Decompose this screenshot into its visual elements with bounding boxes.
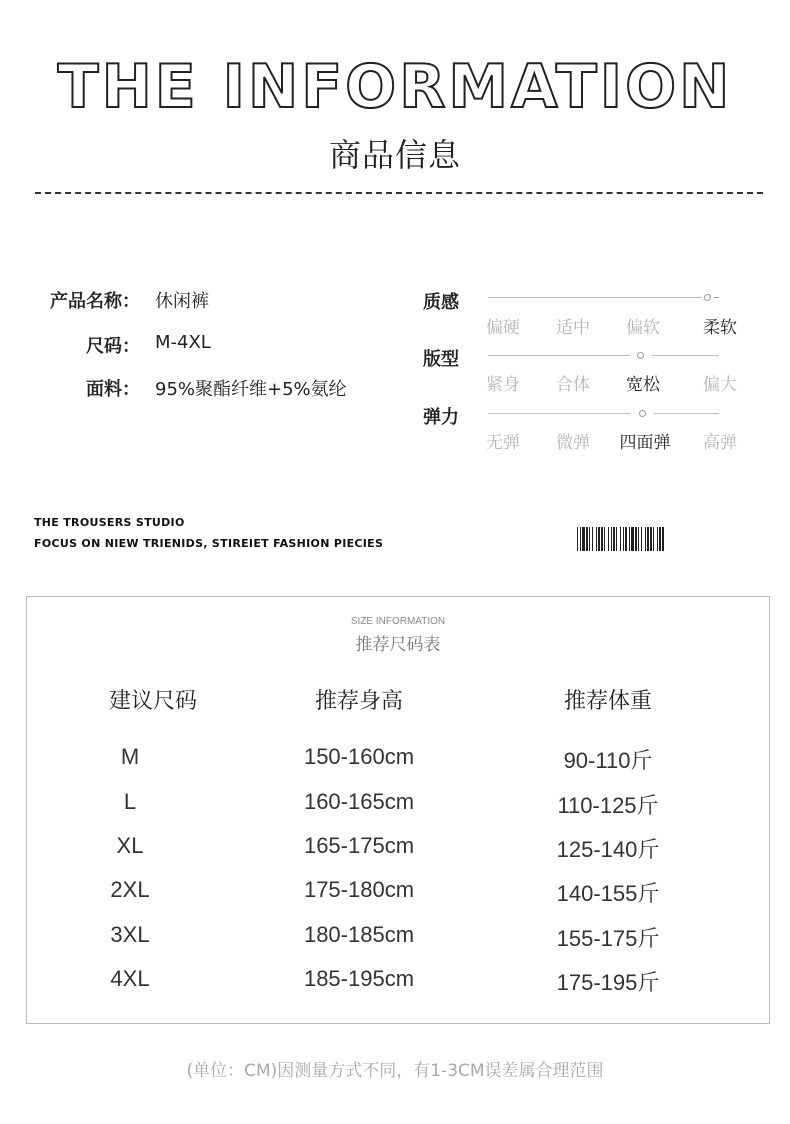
barcode-icon: [577, 527, 763, 551]
weight-cell: 90-110斤: [563, 748, 653, 773]
size-chart-title: 推荐尺码表: [355, 635, 441, 655]
weight-cell: 110-125斤: [557, 793, 659, 818]
info-row-fabric: [0, 375, 400, 401]
dashed-divider: [35, 192, 763, 195]
attr-option: 偏大: [703, 375, 737, 395]
weight-cell: 125-140斤: [556, 837, 660, 862]
info-label: 尺码：: [86, 336, 140, 357]
info-label: 产品名称：: [50, 291, 140, 312]
info-value: 休闲裤: [155, 291, 209, 312]
attr-option: 合体: [556, 375, 590, 395]
scale-line: [488, 355, 630, 356]
attr-option: 高弹: [703, 433, 737, 453]
height-cell: 160-165cm: [303, 789, 415, 814]
page-subtitle: 商品信息: [328, 136, 461, 174]
scale-line: [654, 413, 719, 414]
attr-option: 无弹: [486, 433, 520, 453]
attr-option-selected: 宽松: [626, 375, 660, 395]
studio-tagline: FOCUS ON NIEW TRIENIDS, STIREIET FASHION PIECIES: [34, 537, 384, 550]
attr-label-stretch: 弹力: [423, 407, 459, 428]
info-row-name: [0, 287, 400, 313]
hero-title: THE INFORMATION: [57, 52, 733, 122]
studio-name: THE TROUSERS STUDIO: [34, 516, 185, 529]
attr-option: 紧身: [486, 375, 520, 395]
size-cell: M: [120, 744, 140, 769]
scale-line: [652, 355, 719, 356]
height-cell: 185-195cm: [303, 966, 415, 991]
info-row-size: [0, 332, 400, 358]
weight-cell: 175-195斤: [556, 970, 660, 995]
attr-option: 偏软: [626, 318, 660, 338]
scale-line: [714, 297, 719, 298]
size-chart-eyebrow: SIZE INFORMATION: [350, 616, 446, 627]
attr-option: 微弹: [556, 433, 590, 453]
column-header-weight: 推荐体重: [563, 689, 652, 714]
column-header-size: 建议尺码: [108, 689, 197, 714]
weight-cell: 155-175斤: [556, 926, 660, 951]
scale-line: [488, 413, 630, 414]
attr-option-selected: 柔软: [703, 318, 737, 338]
weight-cell: 140-155斤: [556, 881, 660, 906]
size-cell: 3XL: [110, 922, 150, 947]
attr-option-selected: 四面弹: [619, 433, 671, 453]
info-label: 面料：: [86, 379, 140, 400]
height-cell: 175-180cm: [303, 877, 415, 902]
attr-label-texture: 质感: [423, 292, 459, 313]
size-cell: XL: [116, 833, 144, 858]
scale-marker: [637, 352, 644, 359]
attr-label-fit: 版型: [423, 349, 459, 370]
size-cell: L: [123, 789, 137, 814]
scale-marker: [704, 294, 711, 301]
scale-marker: [639, 410, 646, 417]
height-cell: 150-160cm: [303, 744, 415, 769]
height-cell: 180-185cm: [303, 922, 415, 947]
scale-line: [488, 297, 702, 298]
attr-option: 适中: [556, 318, 590, 338]
size-cell: 2XL: [110, 877, 150, 902]
attr-option: 偏硬: [486, 318, 520, 338]
info-value: M-4XL: [155, 332, 211, 353]
column-header-height: 推荐身高: [314, 689, 403, 714]
size-chart: [26, 596, 770, 1024]
size-cell: 4XL: [110, 966, 150, 991]
measurement-note: (单位：CM)因测量方式不同，有1-3CM误差属合理范围: [186, 1061, 604, 1081]
height-cell: 165-175cm: [303, 833, 415, 858]
info-value: 95%聚酯纤维+5%氨纶: [155, 379, 347, 400]
